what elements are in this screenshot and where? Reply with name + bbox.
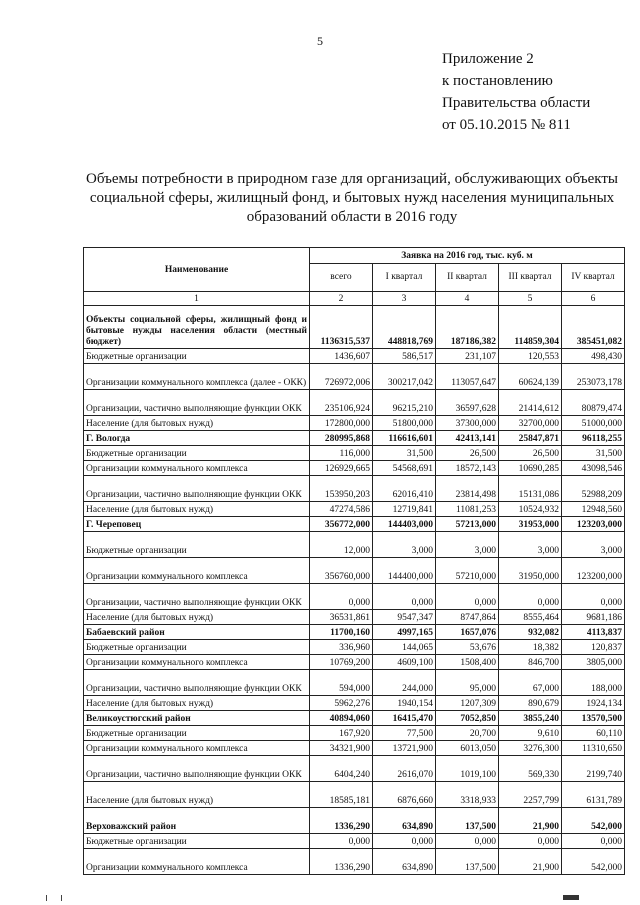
table-row bbox=[84, 696, 625, 711]
table-row bbox=[84, 834, 625, 849]
row-q1: 0,000 bbox=[373, 834, 436, 849]
row-q1: 144,065 bbox=[373, 640, 436, 655]
table-row bbox=[84, 741, 625, 756]
table-row bbox=[84, 625, 625, 640]
table-row bbox=[84, 584, 625, 610]
row-q1: 586,517 bbox=[373, 349, 436, 364]
row-q1: 300217,042 bbox=[373, 364, 436, 390]
row-q2: 1657,076 bbox=[436, 625, 499, 640]
row-name: Организации коммунального комплекса (далее - ОКК) bbox=[84, 364, 310, 390]
row-q2: 23814,498 bbox=[436, 476, 499, 502]
row-q3: 932,082 bbox=[499, 625, 562, 640]
row-q2: 20,700 bbox=[436, 726, 499, 741]
row-q3: 890,679 bbox=[499, 696, 562, 711]
row-name: Население (для бытовых нужд) bbox=[84, 782, 310, 808]
row-q3: 569,330 bbox=[499, 756, 562, 782]
row-q4: 253073,178 bbox=[562, 364, 625, 390]
appendix-line: от 05.10.2015 № 811 bbox=[442, 117, 571, 133]
row-name: Организации коммунального комплекса bbox=[84, 741, 310, 756]
row-q1: 12719,841 bbox=[373, 502, 436, 517]
table-row bbox=[84, 502, 625, 517]
row-q4: 60,110 bbox=[562, 726, 625, 741]
row-name: Бабаевский район bbox=[84, 625, 310, 640]
row-q3: 25847,871 bbox=[499, 431, 562, 446]
document-title: Объемы потребности в природном газе для организаций, обслуживающих объекты социальной сферы, жилищный фонд, и бытовых нужд населения муниципальных образований области в 2016 году bbox=[85, 171, 619, 225]
row-name: Организации коммунального комплекса bbox=[84, 849, 310, 875]
row-name: Бюджетные организации bbox=[84, 532, 310, 558]
row-q2: 113057,647 bbox=[436, 364, 499, 390]
column-number: 3 bbox=[373, 292, 436, 306]
table-row bbox=[84, 390, 625, 416]
row-q4: 43098,546 bbox=[562, 461, 625, 476]
row-q1: 1940,154 bbox=[373, 696, 436, 711]
table-row bbox=[84, 610, 625, 625]
header-q3: III квартал bbox=[499, 264, 562, 292]
row-q3: 21414,612 bbox=[499, 390, 562, 416]
row-q4: 2199,740 bbox=[562, 756, 625, 782]
row-q3: 21,900 bbox=[499, 849, 562, 875]
scan-mark-left bbox=[46, 895, 62, 901]
row-total: 235106,924 bbox=[310, 390, 373, 416]
row-total: 0,000 bbox=[310, 584, 373, 610]
row-name: Бюджетные организации bbox=[84, 834, 310, 849]
row-q1: 77,500 bbox=[373, 726, 436, 741]
row-q3: 0,000 bbox=[499, 584, 562, 610]
header-q2: II квартал bbox=[436, 264, 499, 292]
row-total: 11700,160 bbox=[310, 625, 373, 640]
row-q3: 2257,799 bbox=[499, 782, 562, 808]
row-q2: 1019,100 bbox=[436, 756, 499, 782]
page-number: 5 bbox=[317, 34, 323, 48]
table-row bbox=[84, 306, 625, 349]
row-total: 36531,861 bbox=[310, 610, 373, 625]
gas-volumes-table bbox=[83, 247, 625, 875]
scan-mark-right bbox=[563, 895, 579, 900]
row-q2: 57213,000 bbox=[436, 517, 499, 532]
table-row bbox=[84, 446, 625, 461]
row-q4: 13570,500 bbox=[562, 711, 625, 726]
row-q1: 144400,000 bbox=[373, 558, 436, 584]
row-q4: 385451,082 bbox=[562, 306, 625, 349]
row-name: Население (для бытовых нужд) bbox=[84, 416, 310, 431]
row-q1: 116616,601 bbox=[373, 431, 436, 446]
row-q2: 95,000 bbox=[436, 670, 499, 696]
row-q2: 18572,143 bbox=[436, 461, 499, 476]
appendix-block bbox=[442, 48, 590, 136]
row-q2: 36597,628 bbox=[436, 390, 499, 416]
row-q2: 137,500 bbox=[436, 808, 499, 834]
row-q3: 67,000 bbox=[499, 670, 562, 696]
row-q2: 137,500 bbox=[436, 849, 499, 875]
row-q1: 4609,100 bbox=[373, 655, 436, 670]
row-q3: 18,382 bbox=[499, 640, 562, 655]
row-q3: 10690,285 bbox=[499, 461, 562, 476]
table-row bbox=[84, 558, 625, 584]
row-total: 336,960 bbox=[310, 640, 373, 655]
appendix-line: Приложение 2 bbox=[442, 51, 534, 67]
row-q4: 31,500 bbox=[562, 446, 625, 461]
row-q3: 32700,000 bbox=[499, 416, 562, 431]
header-q1: I квартал bbox=[373, 264, 436, 292]
appendix-line: Правительства области bbox=[442, 95, 591, 111]
row-total: 40894,060 bbox=[310, 711, 373, 726]
row-total: 356760,000 bbox=[310, 558, 373, 584]
row-total: 172800,000 bbox=[310, 416, 373, 431]
column-number: 4 bbox=[436, 292, 499, 306]
row-total: 10769,200 bbox=[310, 655, 373, 670]
column-number: 1 bbox=[84, 292, 310, 306]
row-q3: 3,000 bbox=[499, 532, 562, 558]
row-q4: 11310,650 bbox=[562, 741, 625, 756]
row-q4: 0,000 bbox=[562, 834, 625, 849]
row-q2: 0,000 bbox=[436, 584, 499, 610]
row-name: Бюджетные организации bbox=[84, 446, 310, 461]
row-q3: 120,553 bbox=[499, 349, 562, 364]
row-total: 34321,900 bbox=[310, 741, 373, 756]
row-q2: 53,676 bbox=[436, 640, 499, 655]
row-q4: 80879,474 bbox=[562, 390, 625, 416]
row-q3: 60624,139 bbox=[499, 364, 562, 390]
table-row bbox=[84, 517, 625, 532]
row-total: 126929,665 bbox=[310, 461, 373, 476]
row-q2: 8747,864 bbox=[436, 610, 499, 625]
row-name: Население (для бытовых нужд) bbox=[84, 502, 310, 517]
table-row bbox=[84, 655, 625, 670]
table-row bbox=[84, 431, 625, 446]
row-q3: 15131,086 bbox=[499, 476, 562, 502]
row-q2: 26,500 bbox=[436, 446, 499, 461]
row-q1: 634,890 bbox=[373, 849, 436, 875]
row-q1: 96215,210 bbox=[373, 390, 436, 416]
row-q1: 31,500 bbox=[373, 446, 436, 461]
row-total: 1336,290 bbox=[310, 849, 373, 875]
row-name: Объекты социальной сферы, жилищный фонд и бытовые нужды населения области (местный бюджет) bbox=[84, 306, 310, 349]
table-row bbox=[84, 640, 625, 655]
row-q3: 9,610 bbox=[499, 726, 562, 741]
row-q1: 448818,769 bbox=[373, 306, 436, 349]
row-q2: 0,000 bbox=[436, 834, 499, 849]
row-q1: 144403,000 bbox=[373, 517, 436, 532]
column-number: 6 bbox=[562, 292, 625, 306]
row-name: Великоустюгский район bbox=[84, 711, 310, 726]
table-row bbox=[84, 364, 625, 390]
row-q3: 114859,304 bbox=[499, 306, 562, 349]
row-name: Организации коммунального комплекса bbox=[84, 461, 310, 476]
table-row bbox=[84, 782, 625, 808]
table-row bbox=[84, 849, 625, 875]
header-name: Наименование bbox=[84, 248, 310, 292]
table-row bbox=[84, 416, 625, 431]
row-q1: 6876,660 bbox=[373, 782, 436, 808]
row-q1: 4997,165 bbox=[373, 625, 436, 640]
row-q3: 846,700 bbox=[499, 655, 562, 670]
row-q1: 3,000 bbox=[373, 532, 436, 558]
row-name: Бюджетные организации bbox=[84, 640, 310, 655]
column-number: 2 bbox=[310, 292, 373, 306]
row-q2: 231,107 bbox=[436, 349, 499, 364]
row-q4: 542,000 bbox=[562, 849, 625, 875]
row-total: 116,000 bbox=[310, 446, 373, 461]
table-row bbox=[84, 476, 625, 502]
row-q4: 188,000 bbox=[562, 670, 625, 696]
row-name: Организации, частично выполняющие функции ОКК bbox=[84, 584, 310, 610]
row-q2: 1508,400 bbox=[436, 655, 499, 670]
row-q2: 3318,933 bbox=[436, 782, 499, 808]
row-q2: 57210,000 bbox=[436, 558, 499, 584]
row-q1: 54568,691 bbox=[373, 461, 436, 476]
row-name: Население (для бытовых нужд) bbox=[84, 610, 310, 625]
row-q2: 37300,000 bbox=[436, 416, 499, 431]
row-total: 726972,006 bbox=[310, 364, 373, 390]
header-total: всего bbox=[310, 264, 373, 292]
row-name: Организации, частично выполняющие функции ОКК bbox=[84, 390, 310, 416]
row-total: 1136315,537 bbox=[310, 306, 373, 349]
row-q1: 62016,410 bbox=[373, 476, 436, 502]
row-name: Верховажский район bbox=[84, 808, 310, 834]
table-row bbox=[84, 670, 625, 696]
row-q3: 21,900 bbox=[499, 808, 562, 834]
row-name: Бюджетные организации bbox=[84, 349, 310, 364]
appendix-line: к постановлению bbox=[442, 73, 553, 89]
row-q2: 3,000 bbox=[436, 532, 499, 558]
table-row bbox=[84, 726, 625, 741]
row-name: Организации, частично выполняющие функции ОКК bbox=[84, 756, 310, 782]
row-total: 356772,000 bbox=[310, 517, 373, 532]
row-name: Г. Череповец bbox=[84, 517, 310, 532]
row-q1: 244,000 bbox=[373, 670, 436, 696]
table-row bbox=[84, 756, 625, 782]
row-q3: 3276,300 bbox=[499, 741, 562, 756]
row-q4: 12948,560 bbox=[562, 502, 625, 517]
row-q4: 3,000 bbox=[562, 532, 625, 558]
row-name: Население (для бытовых нужд) bbox=[84, 696, 310, 711]
table-row bbox=[84, 349, 625, 364]
row-q1: 634,890 bbox=[373, 808, 436, 834]
row-q4: 6131,789 bbox=[562, 782, 625, 808]
row-q2: 6013,050 bbox=[436, 741, 499, 756]
row-q1: 13721,900 bbox=[373, 741, 436, 756]
header-request: Заявка на 2016 год, тыс. куб. м bbox=[310, 248, 625, 264]
row-total: 6404,240 bbox=[310, 756, 373, 782]
row-total: 280995,868 bbox=[310, 431, 373, 446]
row-q3: 26,500 bbox=[499, 446, 562, 461]
row-total: 12,000 bbox=[310, 532, 373, 558]
row-total: 5962,276 bbox=[310, 696, 373, 711]
row-name: Организации, частично выполняющие функции ОКК bbox=[84, 670, 310, 696]
row-q1: 51800,000 bbox=[373, 416, 436, 431]
row-q3: 31950,000 bbox=[499, 558, 562, 584]
row-q2: 7052,850 bbox=[436, 711, 499, 726]
row-name: Организации коммунального комплекса bbox=[84, 558, 310, 584]
row-q1: 9547,347 bbox=[373, 610, 436, 625]
row-q4: 1924,134 bbox=[562, 696, 625, 711]
row-q2: 11081,253 bbox=[436, 502, 499, 517]
row-name: Организации, частично выполняющие функции ОКК bbox=[84, 476, 310, 502]
row-q4: 9681,186 bbox=[562, 610, 625, 625]
row-q1: 16415,470 bbox=[373, 711, 436, 726]
row-q4: 498,430 bbox=[562, 349, 625, 364]
row-q1: 0,000 bbox=[373, 584, 436, 610]
table-row bbox=[84, 532, 625, 558]
row-q4: 51000,000 bbox=[562, 416, 625, 431]
row-q4: 0,000 bbox=[562, 584, 625, 610]
row-q3: 10524,932 bbox=[499, 502, 562, 517]
row-total: 153950,203 bbox=[310, 476, 373, 502]
row-q4: 52988,209 bbox=[562, 476, 625, 502]
row-q3: 3855,240 bbox=[499, 711, 562, 726]
row-total: 0,000 bbox=[310, 834, 373, 849]
row-total: 1436,607 bbox=[310, 349, 373, 364]
scan-marks bbox=[0, 893, 640, 905]
row-name: Г. Вологда bbox=[84, 431, 310, 446]
row-q3: 31953,000 bbox=[499, 517, 562, 532]
row-q4: 123200,000 bbox=[562, 558, 625, 584]
row-total: 18585,181 bbox=[310, 782, 373, 808]
row-total: 47274,586 bbox=[310, 502, 373, 517]
row-q3: 0,000 bbox=[499, 834, 562, 849]
row-q2: 42413,141 bbox=[436, 431, 499, 446]
table-row bbox=[84, 808, 625, 834]
table-row bbox=[84, 461, 625, 476]
row-q3: 8555,464 bbox=[499, 610, 562, 625]
row-name: Организации коммунального комплекса bbox=[84, 655, 310, 670]
header-q4: IV квартал bbox=[562, 264, 625, 292]
row-q4: 4113,837 bbox=[562, 625, 625, 640]
row-name: Бюджетные организации bbox=[84, 726, 310, 741]
column-number: 5 bbox=[499, 292, 562, 306]
row-q4: 542,000 bbox=[562, 808, 625, 834]
row-total: 594,000 bbox=[310, 670, 373, 696]
row-q2: 187186,382 bbox=[436, 306, 499, 349]
row-total: 167,920 bbox=[310, 726, 373, 741]
row-total: 1336,290 bbox=[310, 808, 373, 834]
table-row bbox=[84, 711, 625, 726]
row-q2: 1207,309 bbox=[436, 696, 499, 711]
row-q4: 123203,000 bbox=[562, 517, 625, 532]
row-q4: 3805,000 bbox=[562, 655, 625, 670]
row-q4: 120,837 bbox=[562, 640, 625, 655]
row-q4: 96118,255 bbox=[562, 431, 625, 446]
row-q1: 2616,070 bbox=[373, 756, 436, 782]
